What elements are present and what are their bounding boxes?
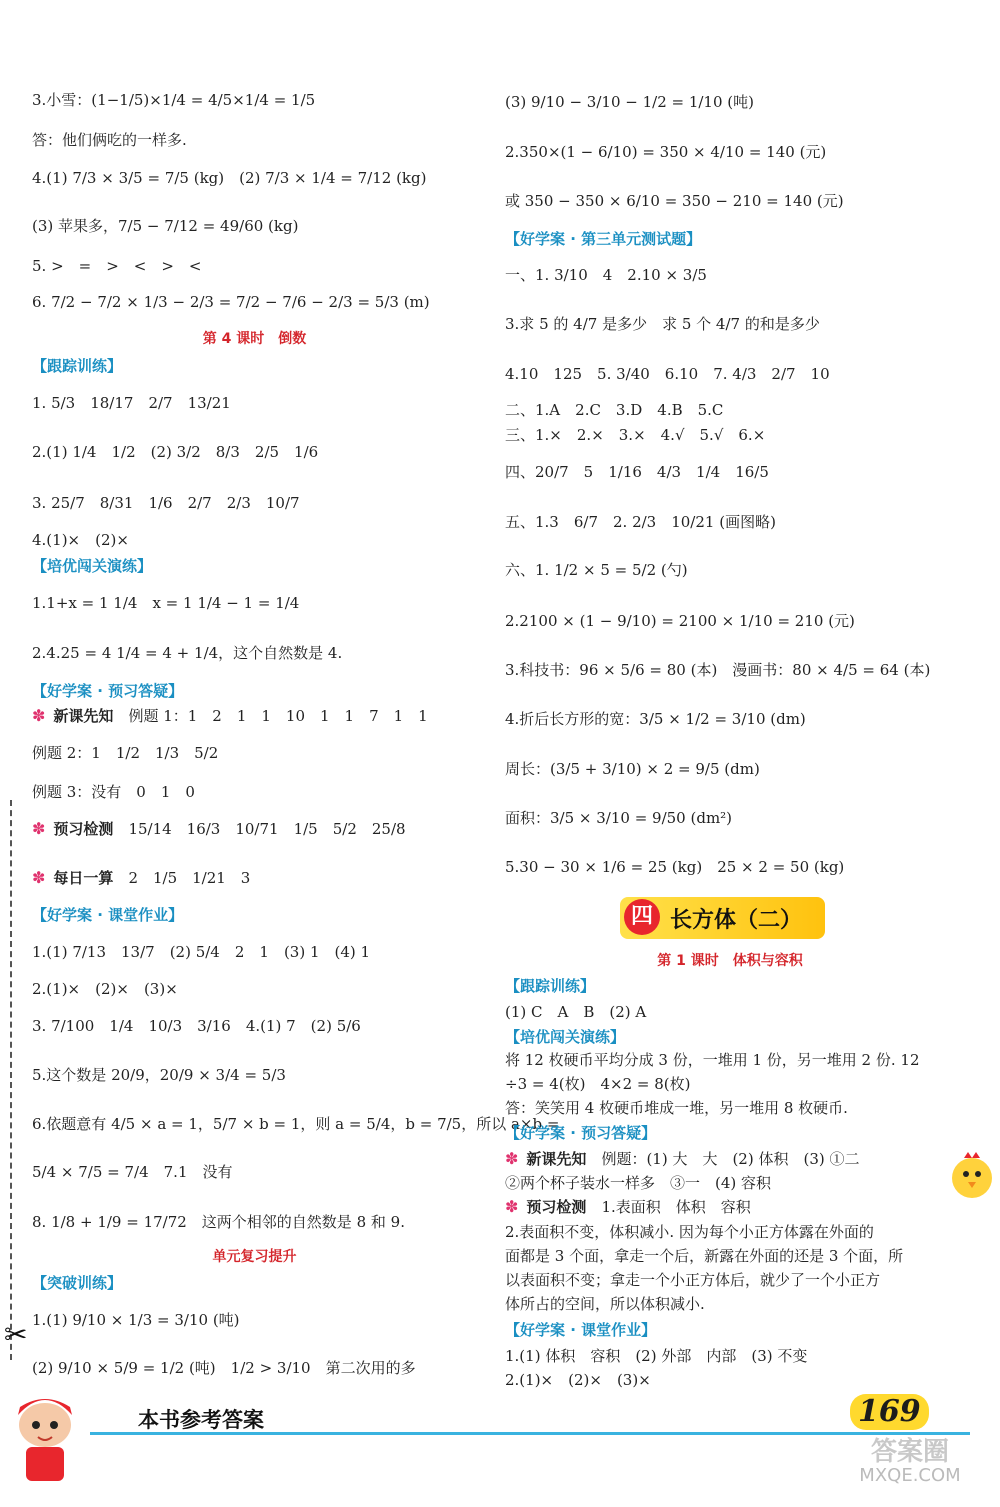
scissors-icon: ✂	[4, 1318, 28, 1351]
flower-icon: ✽	[32, 868, 46, 887]
answer-line: 面积：3/5 × 3/10 = 9/50 (dm²)	[505, 809, 733, 827]
answer-line: (3) 9/10 − 3/10 − 1/2 = 1/10 (吨)	[505, 93, 754, 111]
cut-line	[10, 800, 12, 1360]
answer-line: 1.1+x = 1 1/4 x = 1 1/4 − 1 = 1/4	[32, 594, 300, 612]
section-heading: 【跟踪训练】	[32, 357, 123, 375]
answer-line: 周长：(3/5 + 3/10) × 2 = 9/5 (dm)	[505, 760, 760, 778]
answer-line: 4.(1) 7/3 × 3/5 = 7/5 (kg) (2) 7/3 × 1/4 = 7/12 (kg)	[32, 169, 427, 187]
answer-line: 3. 25/7 8/31 1/6 2/7 2/3 10/7	[32, 494, 300, 512]
answer-line: 2.350×(1 − 6/10) = 350 × 4/10 = 140 (元)	[505, 143, 827, 161]
answer-line: 五、1.3 6/7 2. 2/3 10/21 (画图略)	[505, 513, 776, 531]
answer-line: 2.4.25 = 4 1/4 = 4 + 1/4，这个自然数是 4.	[32, 644, 343, 662]
lesson-heading: 第 1 课时 体积与容积	[657, 953, 803, 969]
subheading-label: 预习检测	[526, 1198, 587, 1216]
answer-line: 例题 2：1 1/2 1/3 5/2	[32, 744, 219, 762]
section-heading: 【好学案 · 第三单元测试题】	[505, 230, 702, 248]
answer-line: 3.求 5 的 4/7 是多少 求 5 个 4/7 的和是多少	[505, 315, 820, 333]
section-heading: 【好学案 · 课堂作业】	[505, 1321, 657, 1339]
answer-line: 6.依题意有 4/5 × a = 1，5/7 × b = 1，则 a = 5/4，b = 7/5，所以 a×b =	[32, 1115, 560, 1133]
answer-text: 1.表面积 体积 容积	[601, 1198, 751, 1216]
chick-icon	[948, 1148, 996, 1200]
page-number: 169	[850, 1394, 929, 1430]
watermark-url: MXQE.COM	[859, 1465, 961, 1486]
answer-line: (1) C A B (2) A	[505, 1003, 647, 1021]
review-heading: 单元复习提升	[212, 1249, 297, 1265]
answer-line: (2) 9/10 × 5/9 = 1/2 (吨) 1/2 > 3/10 第二次用的多	[32, 1359, 416, 1377]
answer-line: 一、1. 3/10 4 2.10 × 3/5	[505, 266, 707, 284]
answer-line: 2.(1)× (2)× (3)×	[32, 980, 178, 998]
section-heading: 【培优闯关演练】	[32, 557, 153, 575]
answer-line: 2.2100 × (1 − 9/10) = 2100 × 1/10 = 210 (元)	[505, 612, 855, 630]
answer-line: 5.30 − 30 × 1/6 = 25 (kg) 25 × 2 = 50 (kg)	[505, 858, 845, 876]
section-heading: 【培优闯关演练】	[505, 1028, 626, 1046]
answer-line: 8. 1/8 + 1/9 = 17/72 这两个相邻的自然数是 8 和 9.	[32, 1213, 405, 1231]
answer-line: 面都是 3 个面，拿走一个后，新露在外面的还是 3 个面，所	[505, 1247, 904, 1265]
answer-line: 以表面积不变；拿走一个小正方体后，就少了一个小正方	[505, 1271, 881, 1289]
answer-line	[32, 819, 406, 841]
answer-line: 4.10 125 5. 3/40 6.10 7. 4/3 2/7 10	[505, 365, 830, 383]
flower-icon: ✽	[505, 1197, 519, 1216]
section-heading: 【好学案 · 课堂作业】	[32, 906, 184, 924]
answer-line: 1. 5/3 18/17 2/7 13/21	[32, 394, 231, 412]
subheading-label: 每日一算	[53, 869, 114, 887]
watermark	[830, 1437, 990, 1500]
answer-line: 或 350 − 350 × 6/10 = 350 − 210 = 140 (元)	[505, 192, 844, 210]
answer-line: 4.折后长方形的宽：3/5 × 1/2 = 3/10 (dm)	[505, 710, 806, 728]
unit-number-badge: 四	[624, 899, 660, 935]
answer-line: 5. > = > < > <	[32, 257, 202, 275]
footer-divider	[90, 1432, 970, 1435]
watermark-logo-text: 答案圈	[870, 1437, 949, 1467]
answer-text: 例题 1：1 2 1 1 10 1 1 7 1 1	[128, 707, 428, 725]
answer-line	[32, 706, 428, 728]
section-heading: 【跟踪训练】	[505, 977, 596, 995]
answer-line: 四、20/7 5 1/16 4/3 1/4 16/5	[505, 463, 769, 481]
answer-text: 2 1/5 1/21 3	[128, 869, 251, 887]
answer-line: 5/4 × 7/5 = 7/4 7.1 没有	[32, 1163, 233, 1181]
answer-line: 1.(1) 9/10 × 1/3 = 3/10 (吨)	[32, 1311, 240, 1329]
answer-text: 15/14 16/3 10/71 1/5 5/2 25/8	[128, 820, 406, 838]
subheading-label: 预习检测	[53, 820, 114, 838]
flower-icon: ✽	[32, 706, 46, 725]
answer-line	[505, 1149, 860, 1171]
footer-title: 本书参考答案	[138, 1408, 264, 1432]
unit-title: 长方体（二）	[670, 908, 803, 933]
answer-line: 3. 7/100 1/4 10/3 3/16 4.(1) 7 (2) 5/6	[32, 1017, 361, 1035]
section-heading: 【突破训练】	[32, 1274, 123, 1292]
answer-line: 3.科技书：96 × 5/6 = 80 (本) 漫画书：80 × 4/5 = 64 (本)	[505, 661, 931, 679]
answer-line: 5.这个数是 20/9，20/9 × 3/4 = 5/3	[32, 1066, 286, 1084]
answer-line: (3) 苹果多，7/5 − 7/12 = 49/60 (kg)	[32, 217, 299, 235]
mascot-icon	[10, 1385, 80, 1485]
answer-line: 2.表面积不变，体积减小. 因为每个小正方体露在外面的	[505, 1223, 874, 1241]
lesson-heading: 第 4 课时 倒数	[202, 331, 307, 347]
answer-line	[505, 1197, 751, 1219]
answer-line: 二、1.A 2.C 3.D 4.B 5.C	[505, 401, 724, 419]
subheading-label: 新课先知	[526, 1150, 587, 1168]
answer-line: 六、1. 1/2 × 5 = 5/2 (勺)	[505, 561, 688, 579]
flower-icon: ✽	[32, 819, 46, 838]
answer-line: 3.小雪：(1−1/5)×1/4 = 4/5×1/4 = 1/5	[32, 91, 316, 109]
subheading-label: 新课先知	[53, 707, 114, 725]
section-heading: 【好学案 · 预习答疑】	[505, 1124, 657, 1142]
answer-line: 4.(1)× (2)×	[32, 531, 129, 549]
answer-line: 1.(1) 7/13 13/7 (2) 5/4 2 1 (3) 1 (4) 1	[32, 943, 371, 961]
answer-line: ÷3 = 4(枚) 4×2 = 8(枚)	[505, 1075, 691, 1093]
unit-banner	[620, 897, 825, 939]
answer-line: 答：他们俩吃的一样多.	[32, 131, 187, 149]
answer-line: 将 12 枚硬币平均分成 3 份，一堆用 1 份，另一堆用 2 份. 12	[505, 1051, 920, 1069]
answer-line: 例题 3：没有 0 1 0	[32, 783, 195, 801]
answer-line: 2.(1) 1/4 1/2 (2) 3/2 8/3 2/5 1/6	[32, 443, 319, 461]
answer-line: 三、1.× 2.× 3.× 4.√ 5.√ 6.×	[505, 426, 766, 444]
answer-line: 答：笑笑用 4 枚硬币堆成一堆，另一堆用 8 枚硬币.	[505, 1099, 848, 1117]
answer-line: 2.(1)× (2)× (3)×	[505, 1371, 651, 1389]
flower-icon: ✽	[505, 1149, 519, 1168]
section-heading: 【好学案 · 预习答疑】	[32, 682, 184, 700]
answer-line: 1.(1) 体积 容积 (2) 外部 内部 (3) 不变	[505, 1347, 808, 1365]
answer-line	[32, 868, 250, 890]
answer-line: 体所占的空间，所以体积减小.	[505, 1295, 705, 1313]
answer-line: ②两个杯子装水一样多 ③一 (4) 容积	[505, 1174, 772, 1192]
answer-line: 6. 7/2 − 7/2 × 1/3 − 2/3 = 7/2 − 7/6 − 2/3 = 5/3 (m)	[32, 293, 430, 311]
answer-text: 例题：(1) 大 大 (2) 体积 (3) ①二	[601, 1150, 860, 1168]
